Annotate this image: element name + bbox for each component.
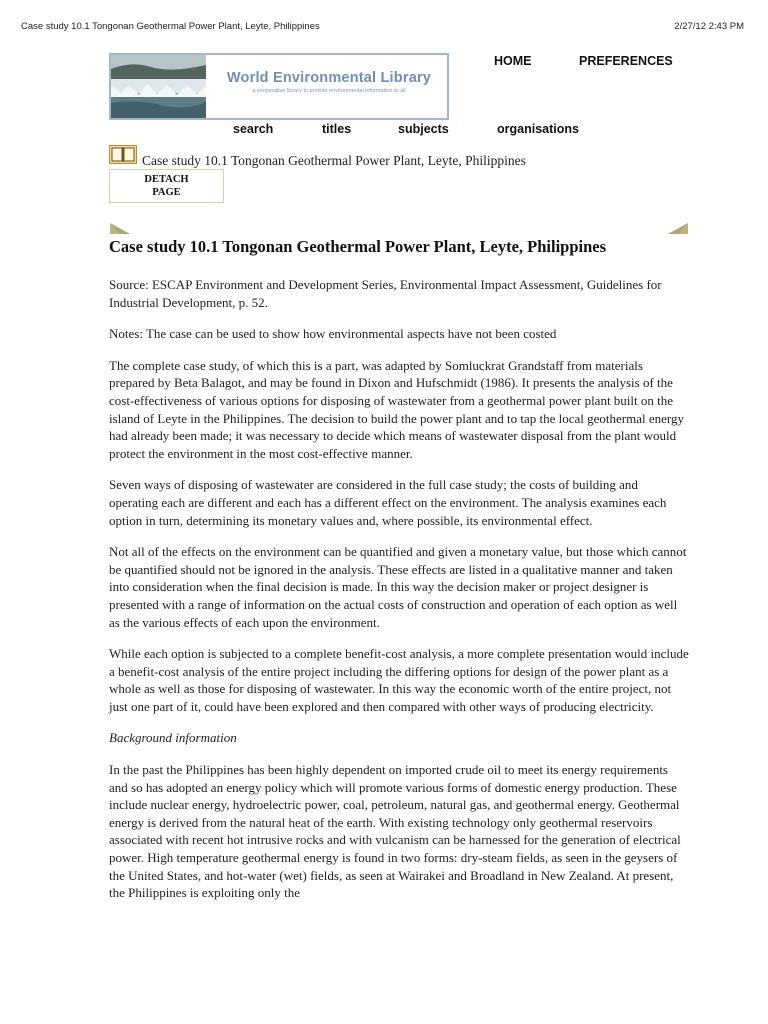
next-page-arrow-icon[interactable] (667, 222, 689, 235)
logo-subtitle: a cooperative library to provide environmental information to all (252, 88, 406, 94)
body-paragraph-2: Seven ways of disposing of wastewater are considered in the full case study; the costs of building and operating each are different and each has a different effect on the environment. The analysis examines each option in turn, determining its monetary values and, where possible, its environmental effect. (109, 477, 667, 528)
article-heading: Case study 10.1 Tongonan Geothermal Power Plant, Leyte, Philippines (109, 237, 607, 256)
print-header-datetime: 2/27/12 2:43 PM (674, 21, 744, 32)
logo-title: World Environmental Library (226, 70, 432, 86)
detach-label-line2: PAGE (152, 187, 181, 198)
source-paragraph: Source: ESCAP Environment and Development Series, Environmental Impact Assessment, Guidelines for Industrial Development, p. 52. (109, 277, 662, 310)
print-header (21, 21, 744, 35)
detach-page-button[interactable] (109, 169, 224, 203)
article-body (109, 276, 689, 902)
section-title-background: Background information (109, 730, 237, 746)
nav-subjects-link[interactable]: subjects (398, 122, 449, 136)
body-paragraph-5: In the past the Philippines has been highly dependent on imported crude oil to meet its energy requirements and so has adopted an energy policy which will promote various forms of domestic energy production. These include nuclear energy, hydroelectric power, coal, petroleum, natural gas, and geothermal energy. Geothermal energy is derived from the natural heat of the earth. With existing technology only geothermal reservoirs associated with recent hot intrusive rocks and with vulcanism can be harnessed for the generation of electrical power. High temperature geothermal energy is found in two forms: dry-steam fields, as seen in the geysers of the United States, and hot-water (wet) fields, as seen at Wairakei and Broadland in New Zealand. At present, the Philippines is exploiting only the (109, 762, 681, 901)
body-paragraph-4: While each option is subjected to a complete benefit-cost analysis, a more complete presentation would include a benefit-cost analysis of the entire project including the differing options for design of the power plant as a whole as well as those for disposing of wastewater. In this way the economic worth of the entire project, not just one part of it, could have been explored and then compared with other ways of producing electricity. (109, 646, 689, 714)
nav-organisations-link[interactable]: organisations (497, 122, 579, 136)
nav-search-link[interactable]: search (233, 122, 274, 136)
document-link-title: Case study 10.1 Tongonan Geothermal Power Plant, Leyte, Philippines (142, 153, 526, 168)
nav-titles-link[interactable]: titles (322, 122, 352, 136)
site-logo[interactable] (109, 53, 449, 120)
print-header-title: Case study 10.1 Tongonan Geothermal Power Plant, Leyte, Philippines (21, 21, 320, 32)
nav-home-link[interactable]: HOME (494, 54, 532, 68)
nav-preferences-link[interactable]: PREFERENCES (579, 54, 673, 68)
prev-page-arrow-icon[interactable] (109, 222, 131, 235)
notes-paragraph: Notes: The case can be used to show how environmental aspects have not been costed (109, 326, 557, 342)
body-paragraph-3: Not all of the effects on the environment can be quantified and given a monetary value, but those which cannot be quantified should not be ignored in the analysis. These effects are listed in a qualitative manner and taken into consideration when the final decision is made. In this way the decision maker or project designer is presented with a range of information on the actual costs of construction and operation of each option as well as the various effects of each upon the environment. (109, 544, 687, 630)
waterfall-photo-icon (111, 55, 206, 118)
book-icon (109, 145, 137, 164)
detach-label-line1: DETACH (144, 174, 189, 185)
body-paragraph-1: The complete case study, of which this is a part, was adapted by Somluckrat Grandstaff from materials prepared by Beta Balagot, and may be found in Dixon and Hufschmidt (1986). It presents the analysis of the cost-effectiveness of various options for disposing of wastewater from a geothermal power plant built on the island of Leyte in the Philippines. The decision to build the power plant and to tap the local geothermal energy had already been made; it was necessary to decide which means of wastewater disposal from the plant would protect the environment in the most cost-effective manner. (109, 357, 684, 461)
